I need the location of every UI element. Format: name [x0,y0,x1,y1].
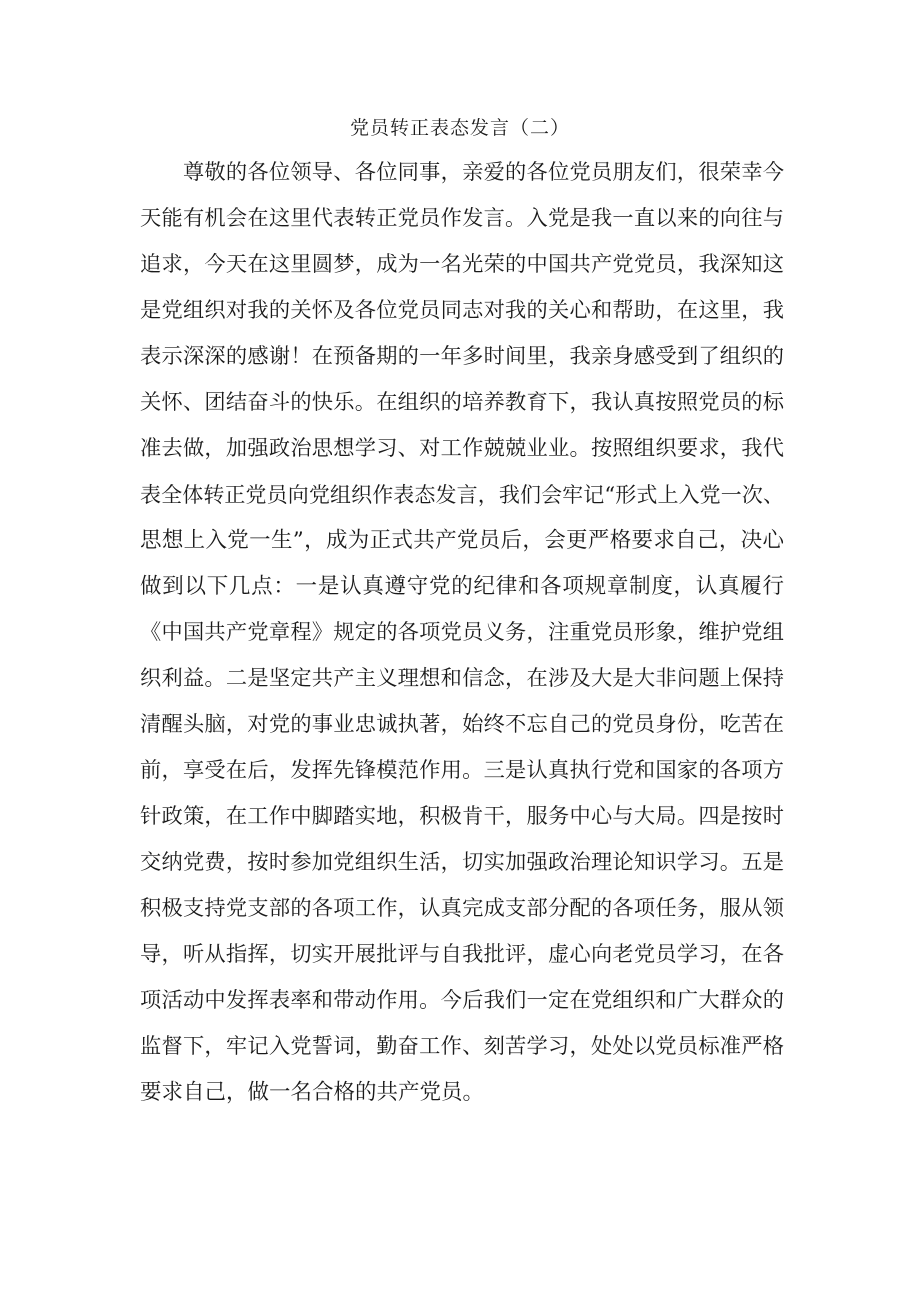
body-line: 准去做，加强政治思想学习、对工作兢兢业业。按照组织要求，我代 [140,436,784,461]
body-line: 思想上入党一生”，成为正式共产党员后，会更严格要求自己，决心 [140,528,784,553]
body-line: 监督下，牢记入党誓词，勤奋工作、刻苦学习，处处以党员标准严格 [140,1034,784,1059]
body-line: 表示深深的感谢！在预备期的一年多时间里，我亲身感受到了组织的 [140,344,784,369]
body-line: 清醒头脑，对党的事业忠诚执著，始终不忘自己的党员身份，吃苦在 [140,712,784,737]
body-line: 项活动中发挥表率和带动作用。今后我们一定在党组织和广大群众的 [140,988,784,1013]
body-line: 导，听从指挥，切实开展批评与自我批评，虚心向老党员学习，在各 [140,942,784,967]
body-line: 表全体转正党员向党组织作表态发言，我们会牢记“形式上入党一次、 [140,483,784,507]
body-line: 前，享受在后，发挥先锋模范作用。三是认真执行党和国家的各项方 [140,758,784,783]
body-line: 尊敬的各位领导、各位同事，亲爱的各位党员朋友们，很荣幸今 [140,160,784,185]
body-line: 积极支持党支部的各项工作，认真完成支部分配的各项任务，服从领 [140,896,784,921]
body-line: 《中国共产党章程》规定的各项党员义务，注重党员形象，维护党组 [140,620,784,645]
document-title: 党员转正表态发言（二） [349,117,570,139]
body-line: 做到以下几点：一是认真遵守党的纪律和各项规章制度，认真履行 [140,574,784,599]
body-line: 是党组织对我的关怀及各位党员同志对我的关心和帮助，在这里，我 [140,298,784,323]
document-body [140,150,784,1116]
body-line: 关怀、团结奋斗的快乐。在组织的培养教育下，我认真按照党员的标 [140,390,784,415]
body-line: 织利益。二是坚定共产主义理想和信念，在涉及大是大非问题上保持 [140,666,784,691]
body-line: 要求自己，做一名合格的共产党员。 [140,1080,485,1105]
body-line: 针政策，在工作中脚踏实地，积极肯干，服务中心与大局。四是按时 [140,804,784,829]
body-line: 追求，今天在这里圆梦，成为一名光荣的中国共产党党员，我深知这 [140,252,784,277]
body-line: 天能有机会在这里代表转正党员作发言。入党是我一直以来的向往与 [140,206,784,231]
body-line: 交纳党费，按时参加党组织生活，切实加强政治理论知识学习。五是 [140,850,784,875]
